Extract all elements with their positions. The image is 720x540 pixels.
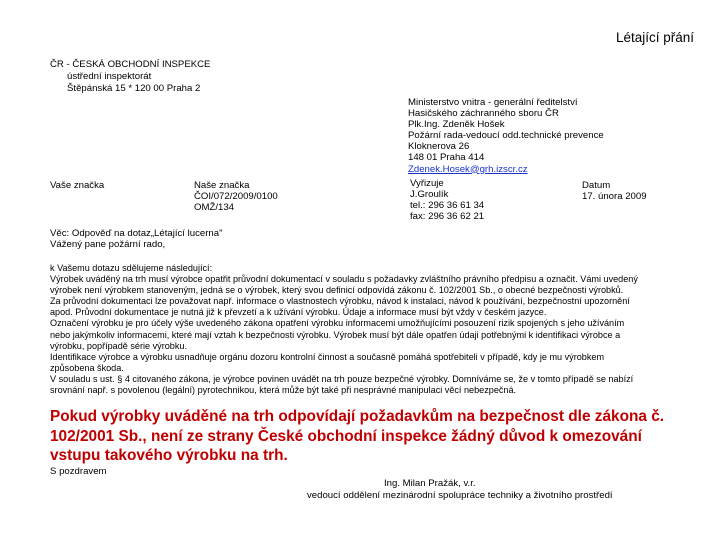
signature-title: vedoucí oddělení mezinárodní spolupráce techniky a životního prostředí	[307, 490, 613, 501]
our-ref-block	[194, 180, 278, 213]
date-block	[582, 180, 647, 202]
handler-block	[410, 178, 484, 222]
recipient-line: Kloknerova 26	[408, 141, 470, 153]
conclusion-line: Pokud výrobky uváděné na trh odpovídají požadavkům na bezpečnost dle zákona č.	[50, 408, 665, 425]
body-line: výrobek není výrobkem stanoveným, jedná se o výrobek, který svou definicí odpovídá zákonu č. 102/2001 Sb., o obecné bezpečnosti výrobků.	[50, 285, 624, 296]
salutation: Vážený pane požární rado,	[50, 239, 166, 250]
recipient-line: Plk.Ing. Zdeněk Hošek	[408, 119, 505, 131]
body-line: Za průvodní dokumentaci lze považovat např. informace o vlastnostech výrobku, návod k instalaci, návod k používání, bezpečnostní upozornění	[50, 296, 630, 307]
recipient-line: Požární rada-vedoucí odd.technické prevence	[408, 130, 604, 142]
body-line: k Vašemu dotazu sdělujeme následující:	[50, 263, 213, 273]
body-line: V souladu s ust. § 4 citovaného zákona, je výrobce povinen uvádět na trh pouze bezpečné výrobky. Domníváme se, že v tomto případě se nabízí	[50, 373, 634, 384]
recipient-block	[408, 97, 604, 175]
our-ref-number: ČOI/072/2009/0100	[194, 191, 278, 203]
body-line: výrobku, popřípadě série výrobku.	[50, 340, 187, 351]
conclusion-line: 102/2001 Sb., není ze strany České obchodní inspekce žádný důvod k omezování	[50, 427, 642, 445]
date-label: Datum	[582, 180, 611, 191]
handler-fax: fax: 296 36 62 21	[410, 211, 485, 223]
recipient-line: Ministerstvo vnitra - generální ředitelství	[408, 97, 578, 108]
body-line: apod. Průvodní dokumentace je nutná již k převzetí a k užívání výrobku. Údaje a informace musí být vždy v českém jazyce.	[50, 307, 547, 318]
body-line: způsobena škoda.	[50, 362, 124, 373]
body-line: nebo jakýmkoliv informacemi, které mají vztah k bezpečnosti výrobku. Výrobek musí být dále opatřen údaji potřebnými k identifikaci výrobce a	[50, 329, 621, 340]
our-ref-dept: OMŽ/134	[194, 202, 234, 214]
date-value: 17. února 2009	[582, 191, 647, 203]
signature-name: Ing. Milan Pražák, v.r.	[384, 478, 476, 489]
recipient-line: 148 01 Praha 414	[408, 152, 485, 164]
handler-name: J.Groulík	[410, 189, 449, 201]
our-ref-label: Naše značka	[194, 180, 250, 191]
subject-line: Věc: Odpověď na dotaz„Létající lucerna"	[50, 228, 223, 239]
conclusion-statement	[50, 407, 710, 466]
sender-line-2: ústřední inspektorát	[67, 71, 152, 82]
handler-tel: tel.: 296 36 61 34	[410, 200, 485, 212]
recipient-line: Hasičského záchranného sboru ČR	[408, 108, 559, 120]
sender-line-3: Štěpánská 15 * 120 00 Praha 2	[67, 83, 201, 94]
your-ref-label: Vaše značka	[50, 180, 105, 191]
sender-line-1: ČR - ČESKÁ OBCHODNÍ INSPEKCE	[50, 59, 211, 70]
letter-body	[50, 263, 700, 396]
handler-label: Vyřizuje	[410, 178, 444, 189]
body-line: srovnání např. s povolenou (legální) pyrotechnikou, která může být také při nesprávné manipulaci věcí nebezpečná.	[50, 385, 517, 396]
recipient-email-link[interactable]: Zdenek.Hosek@grh.izscr.cz	[408, 163, 528, 175]
body-line: Identifikace výrobce a výrobku usnadňuje orgánu dozoru kontrolní činnost a současně pomáhá spotřebiteli v případě, kdy je mu výrobkem	[50, 351, 605, 362]
closing: S pozdravem	[50, 466, 107, 477]
body-line: Výrobek uváděný na trh musí výrobce opatřit průvodní dokumentací v souladu s požadavky zvláštního právního předpisu a označit. Vámi uvedený	[50, 274, 638, 285]
conclusion-line: vstupu takového výrobku na trh.	[50, 447, 288, 464]
page-title: Létající přání	[615, 30, 694, 45]
body-line: Označení výrobku je pro účely výše uvedeného zákona opatření výrobku informacemi umožňujícími posouzení rizik spojených s jeho užíváním	[50, 318, 625, 329]
